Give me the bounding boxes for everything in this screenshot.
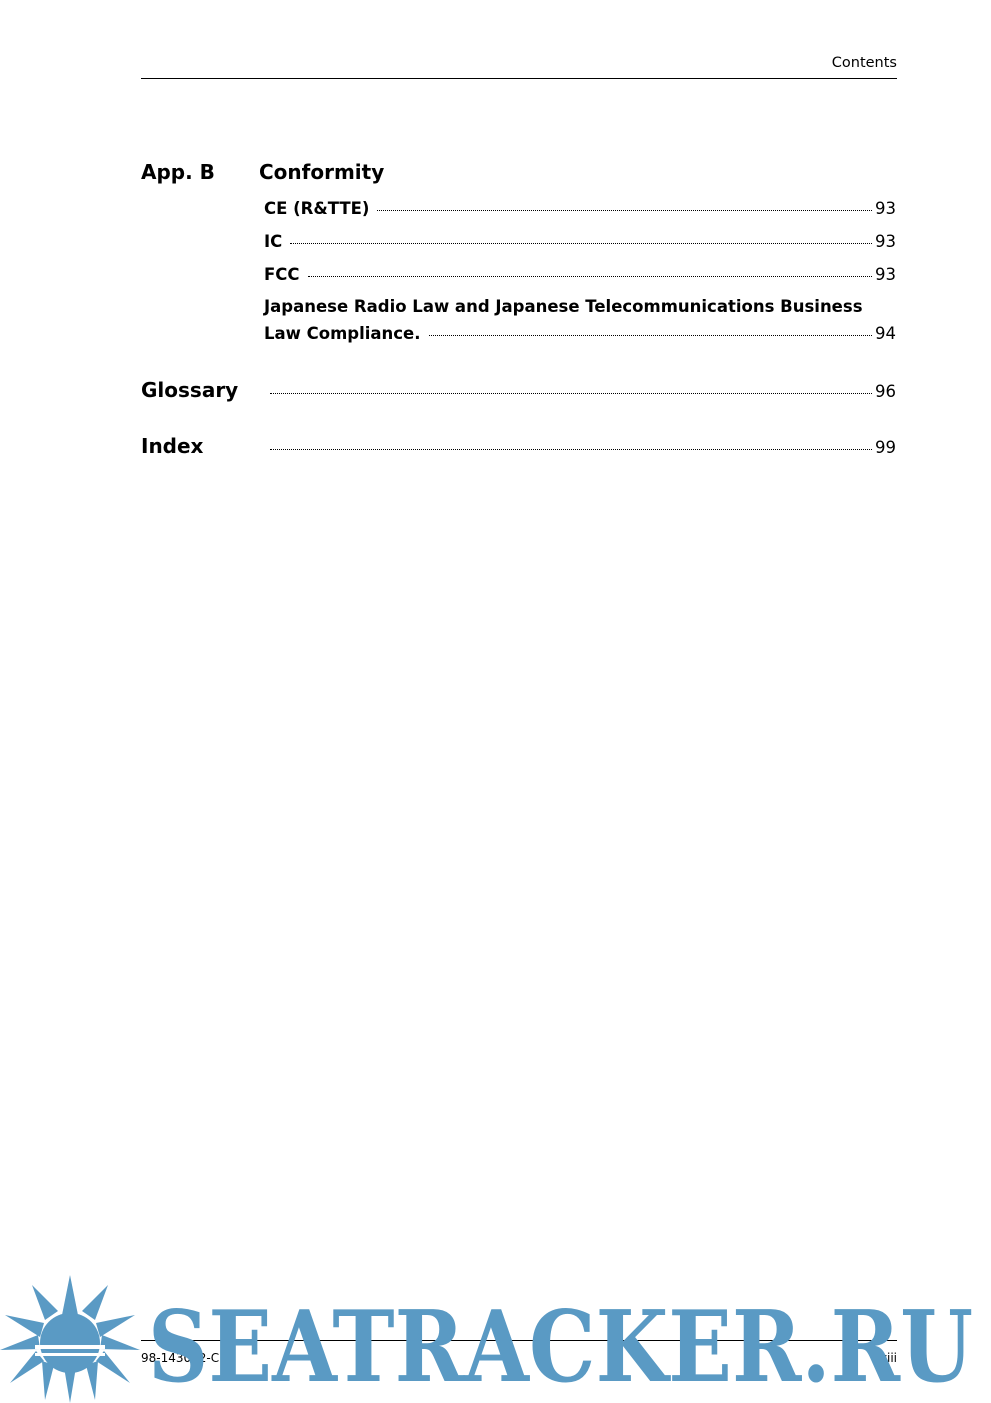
dot-leader [270,449,872,450]
toc-entry-japanese-line1[interactable]: Japanese Radio Law and Japanese Telecommunications Business [264,297,863,316]
toc-entry-japanese[interactable] [264,324,896,343]
sunburst-icon [0,1275,140,1403]
dot-leader [308,276,873,277]
toc-page-number: 93 [875,232,896,251]
appendix-label: App. B [141,160,215,184]
header-rule [141,78,897,79]
toc-entry-ic[interactable] [264,232,896,251]
appendix-title: Conformity [259,160,385,184]
footer-page-number: viii [879,1351,897,1365]
dot-leader [270,393,872,394]
glossary-label: Glossary [141,378,239,402]
toc-page-number: 94 [875,324,896,343]
index-label: Index [141,434,204,458]
toc-entry-index[interactable] [141,434,896,458]
toc-entry-label: FCC [264,265,300,284]
toc-entry-label: Law Compliance. [264,324,421,343]
toc-entry-label: IC [264,232,283,251]
toc-page-number: 96 [875,382,896,401]
toc-entry-fcc[interactable] [264,265,896,284]
toc-entry-glossary[interactable] [141,378,896,402]
toc-page-number: 99 [875,438,896,457]
toc-page-number: 93 [875,199,896,218]
dot-leader [377,210,872,211]
toc-entry-label: CE (R&TTE) [264,199,370,218]
running-header-title: Contents [831,55,897,71]
toc-entry-ce[interactable] [264,199,896,218]
watermark-logo [0,1265,991,1403]
toc-page-number: 93 [875,265,896,284]
dot-leader [429,335,872,336]
watermark-text: SEATRACKER.RU [148,1290,973,1403]
dot-leader [290,243,872,244]
footer-doc-number: 98-143082-C [141,1351,220,1365]
